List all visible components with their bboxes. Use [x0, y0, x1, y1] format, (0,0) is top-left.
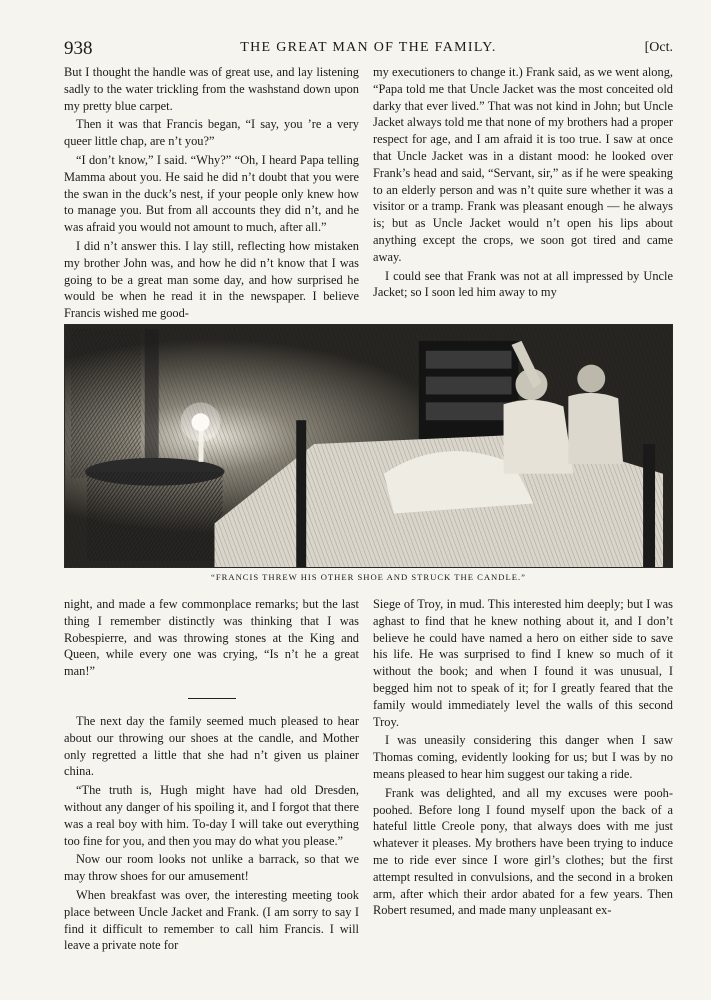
paragraph: When breakfast was over, the interesting meeting took place between Uncle Jacket and Frank. (I am sorry to say I find it difficult to remember to call him Francis. I will leave a private note for — [64, 887, 359, 953]
column-top-left — [64, 64, 359, 324]
paragraph: Now our room looks not unlike a barrack, so that we may throw shoes for our amusement! — [64, 852, 359, 884]
column-bottom-right — [373, 596, 673, 921]
paragraph: The next day the family seemed much pleased to hear about our throwing our shoes at the candle, and Mother only regretted a little that she had n’t given us plainer china. — [64, 713, 359, 779]
paragraph: night, and made a few commonplace remarks; but the last thing I remember distinctly was thinking that I was Robespierre, and was throwing stones at the King and Queen, while every one was crying, “Is n’t he a great man!” — [64, 597, 359, 679]
paragraph: I was uneasily considering this danger when I saw Thomas coming, evidently looking for us; but I was by no means pleased to hear him suggest our taking a ride. — [373, 733, 673, 781]
paragraph: “The truth is, Hugh might have had old Dresden, without any danger of his spoiling it, and I forgot that there was a real boy with him. To-day I will take out everything too fine for you, and then you may do what you please.” — [64, 783, 359, 848]
paragraph: I did n’t answer this. I lay still, reflecting how mistaken my brother John was, and how he did n’t know that I was going to be a great man some day, and how surprised he would be when he read it in the newspaper. I believe Francis wished me good- — [64, 238, 359, 321]
section-divider — [188, 698, 236, 699]
running-title: THE GREAT MAN OF THE FAMILY. — [240, 40, 497, 55]
illustration-caption: “FRANCIS THREW HIS OTHER SHOE AND STRUCK THE CANDLE.” — [211, 572, 526, 582]
page-number: 938 — [64, 38, 93, 59]
paragraph: “I don’t know,” I said. “Why?” “Oh, I heard Papa telling Mamma about you. He said he did n’t doubt that you were the swan in the duck’s nest, if your people only knew how to manage you. But from all accounts they did n’t, and he was afraid you would not amount to much, after all.” — [64, 152, 359, 235]
issue-month: [Oct. — [644, 40, 673, 55]
paragraph: Frank was delighted, and all my excuses were pooh-poohed. Before long I found myself upon the back of a hateful little Creole pony, that always does with me just whatever it pleases. My brothers have been trying to induce me to ride ever since I wore girl’s clothes; but the first attempt resulted in convulsions, and the second in a broken arm, after which their ardor abated for a few years. Then Robert resumed, and made many unpleasant ex- — [373, 785, 673, 918]
column-bottom-left — [64, 596, 359, 956]
paragraph: But I thought the handle was of great use, and lay listening sadly to the water trickling from the washstand down upon my pretty blue carpet. — [64, 65, 359, 113]
bedroom-engraving — [65, 325, 672, 567]
engraving-illustration — [64, 324, 673, 568]
paragraph: Then it was that Francis began, “I say, you ’re a very queer little chap, are n’t you?” — [64, 117, 359, 149]
paragraph: I could see that Frank was not at all impressed by Uncle Jacket; so I soon led him away to my — [373, 268, 673, 300]
running-head — [64, 38, 673, 58]
paragraph: Siege of Troy, in mud. This interested him deeply; but I was aghast to find that he knew nothing about it, and I don’t believe he could have named a hero on either side to save his life. He was surprised to find I knew so much of it without the book; and when I found it was unusual, I begged him not to speak of it; for I greatly feared that the family would immediately level the walls of this second Troy. — [373, 597, 673, 729]
column-top-right — [373, 64, 673, 303]
paragraph: my executioners to change it.) Frank said, as we went along, “Papa told me that Uncle Jacket was the most conceited old darky that ever lived.” That was not kind in John; but Uncle Jacket always told me that none of my brothers had a proper respect for age, and I am afraid it is too true. I saw at once that Uncle Jacket was in a distant mood: he looked over Frank’s head and said, “Servant, sir,” as if he were speaking to an elderly person and was n’t quite sure whether it was a visitor or a tramp. Frank was pleasant enough — he always is; but as Uncle Jacket would n’t open his lips about anything except the crops, we soon got tired and came away. — [373, 65, 673, 264]
